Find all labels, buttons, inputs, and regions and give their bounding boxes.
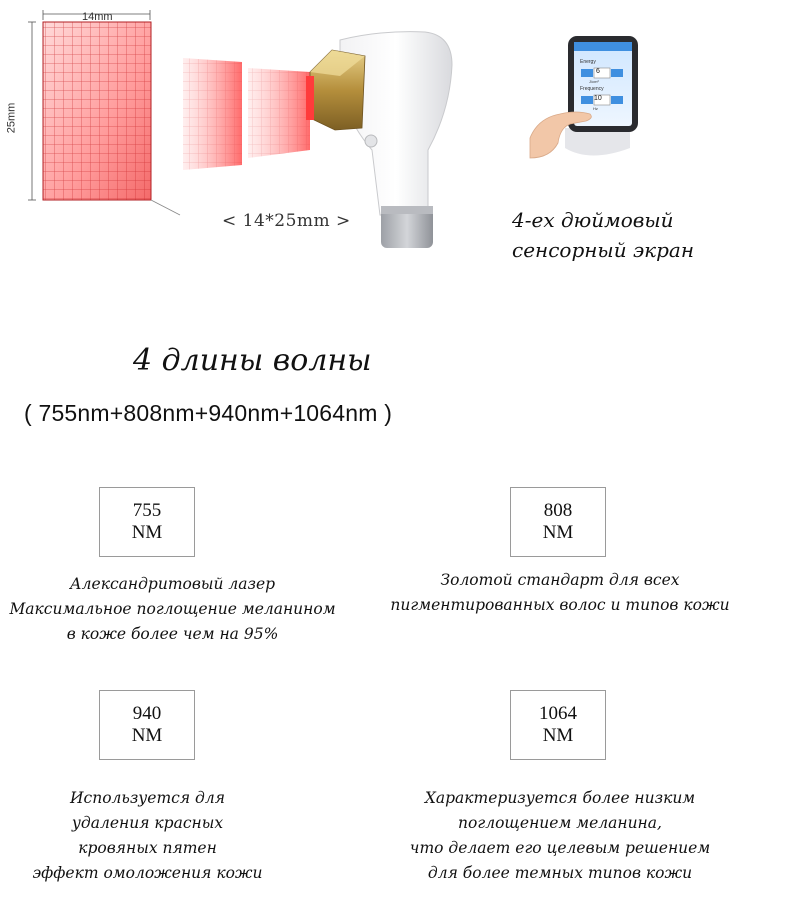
description-line: Максимальное поглощение меланином (9, 600, 336, 618)
description-line: эффект омоложения кожи (32, 864, 263, 882)
touchscreen-caption-line: 4-ех дюймовый (512, 208, 674, 232)
wavelength-value: 1064 (539, 703, 577, 724)
description-line: в коже более чем на 95% (66, 625, 279, 643)
wavelength-value: 755 (132, 500, 162, 521)
spot-size-label: < 14*25mm > (222, 211, 351, 231)
touchscreen-energy-unit: J/cm² (589, 79, 599, 84)
wavelength-list: ( 755nm+808nm+940nm+1064nm ) (24, 400, 393, 426)
wavelength-description-1064 (395, 786, 725, 886)
wavelength-box-940 (99, 690, 195, 760)
description-line: Используется для (70, 789, 225, 807)
touchscreen-caption (512, 205, 694, 265)
description-line: поглощением меланина, (458, 814, 662, 832)
spot-width-label: 14mm (82, 11, 113, 23)
touchscreen-energy-label: Energy (580, 59, 596, 65)
description-line: что делает его целевым решением (409, 839, 711, 857)
wavelength-unit: NM (542, 725, 574, 746)
wavelength-unit: NM (131, 522, 163, 543)
wavelength-value: 808 (543, 500, 573, 521)
page-title: 4 длины волны (133, 343, 372, 378)
laser-handpiece-illustration (0, 0, 480, 300)
wavelength-description-755 (0, 572, 345, 647)
description-line: Золотой стандарт для всех (440, 571, 680, 589)
description-line: Александритовый лазер (69, 575, 276, 593)
touchscreen-frequency-label: Frequency (580, 86, 604, 92)
description-line: Характеризуется более низким (424, 789, 696, 807)
wavelength-unit: NM (542, 522, 574, 543)
spot-height-label: 25mm (5, 102, 18, 134)
description-line: кровяных пятен (78, 839, 217, 857)
wavelength-description-940 (0, 786, 295, 886)
wavelength-box-755 (99, 487, 195, 557)
description-line: для более темных типов кожи (427, 864, 693, 882)
wavelength-description-808 (380, 568, 740, 618)
wavelength-box-1064 (510, 690, 606, 760)
description-line: пигментированных волос и типов кожи (390, 596, 730, 614)
wavelength-unit: NM (131, 725, 163, 746)
touchscreen-frequency-unit: Hz (593, 106, 598, 111)
description-line: удаления красных (71, 814, 224, 832)
touchscreen-frequency-value: 10 (594, 95, 602, 102)
touchscreen-energy-value: 6 (596, 68, 600, 75)
touchscreen-caption-line: сенсорный экран (512, 238, 695, 262)
wavelength-value: 940 (132, 703, 162, 724)
touchscreen-illustration (520, 28, 660, 168)
wavelength-box-808 (510, 487, 606, 557)
